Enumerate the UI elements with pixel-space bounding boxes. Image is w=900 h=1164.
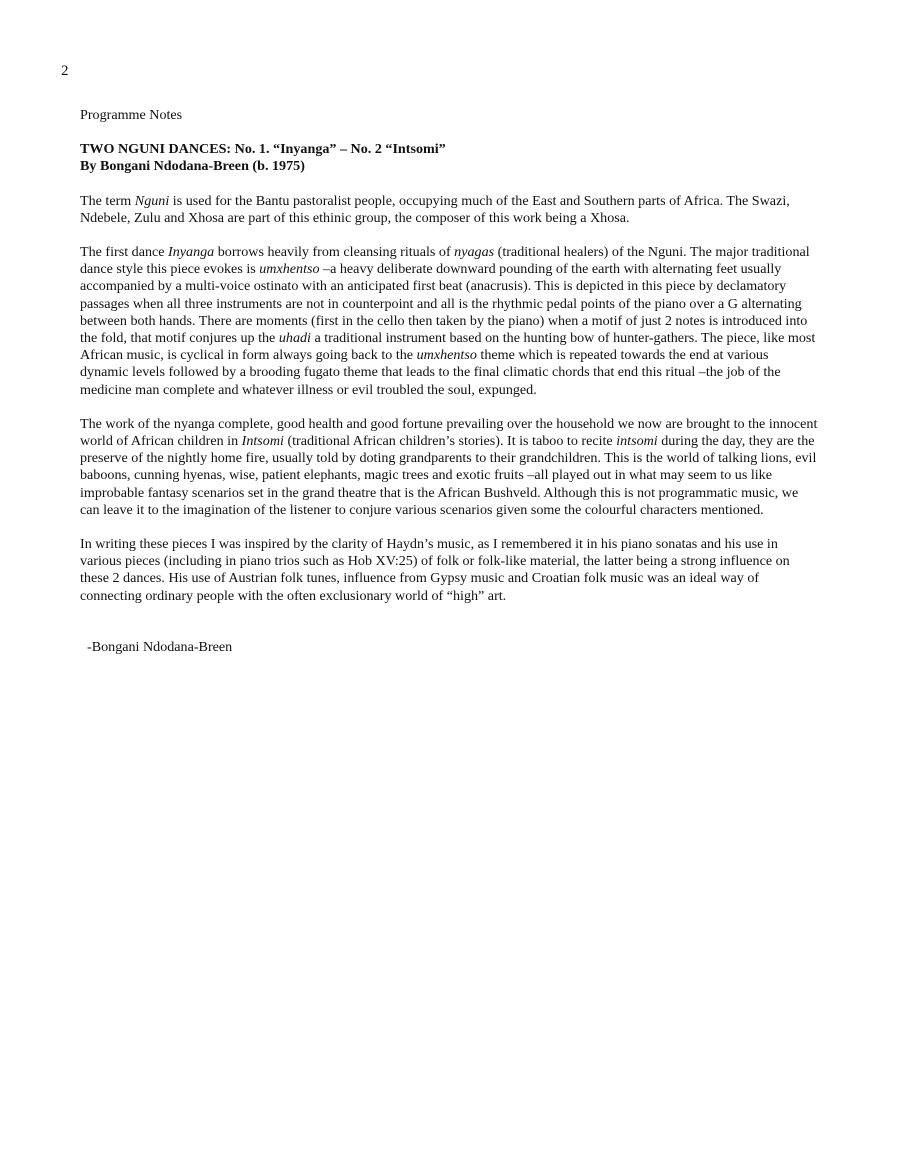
paragraph-intsomi (80, 416, 820, 519)
text-run: during the day, they are the preserve of the nightly home fire, usually told by doting grandparents to their grandchildren. This is the world of talking lions, evil baboons, cunning hyenas, wise, patient elephants, magic trees and exotic fruits –all played out in what may seem to us like improbable fantasy scenarios set in the grand theatre that is the African Bushveld. Although this is not programmatic music, we can leave it to the imagination of the listener to conjure various scenarios given some the colourful characters mentioned. (80, 433, 817, 518)
text-run: is used for the Bantu pastoralist people, occupying much of the East and Southern parts of Africa. The Swazi, Ndebele, Zulu and Xhosa are part of this ethinic group, the composer of this work being a Xhosa. (80, 192, 790, 226)
page-number: 2 (61, 63, 69, 79)
programme-notes (80, 107, 820, 656)
text-run: The work of the nyanga complete, good health and good fortune prevailing over the household we now are brought to the innocent world of African children in (80, 415, 818, 450)
section-label: Programme Notes (80, 107, 183, 123)
composer-line: By Bongani Ndodana-Breen (b. 1975) (80, 158, 305, 175)
signature: -Bongani Ndodana-Breen (87, 638, 233, 655)
text-run: The term (80, 192, 135, 209)
text-run: theme which is repeated towards the end at various dynamic levels followed by a brooding fugato theme that leads to the final climatic chords that end this ritual –the job of the medicine man complete and whatever illness or evil troubled the soul, expunged. (80, 347, 781, 398)
text-run: borrows heavily from cleansing rituals of (214, 244, 455, 261)
text-run: In writing these pieces I was inspired by the clarity of Haydn’s music, as I remembered it in his piano sonatas and his use in various pieces (including in piano trios such as Hob XV:25) of folk or folk-like material, the latter being a strong influence on these 2 dances. His use of Austrian folk tunes, influence from Gypsy music and Croatian folk music was an ideal way of connecting ordinary people with the often exclusionary world of “high” art. (80, 536, 790, 604)
italic-term: uhadi (278, 330, 311, 347)
text-run: The first dance (80, 244, 169, 261)
italic-term: Nguni (134, 192, 170, 209)
work-heading (80, 141, 820, 175)
italic-term: umxhentso (416, 347, 477, 364)
italic-term: Intsomi (241, 433, 284, 450)
italic-term: nyagas (454, 244, 495, 261)
paragraph-haydn (80, 536, 820, 605)
text-run: (traditional African children’s stories). It is taboo to recite (283, 433, 617, 450)
italic-term: Inyanga (168, 244, 215, 261)
text-run: –a heavy deliberate downward pounding of the earth with alternating feet usually accompanied by a multi-voice ostinato with an anticipated first beat (anacrusis). This is depicted in this piece by declamatory passages when all three instruments are not in counterpoint and all is the rhythmic pedal points of the piano over a G alternating between both hands. There are moments (first in the cello then taken by the piano) when a motif of just 2 notes is introduced into the fold, that motif conjures up the (80, 261, 808, 347)
italic-term: intsomi (616, 433, 658, 450)
work-title: TWO NGUNI DANCES: No. 1. “Inyanga” – No. 2 “Intsomi” (80, 141, 446, 158)
text-run: (traditional healers) of the Nguni. The major traditional dance style this piece evokes is (80, 244, 810, 278)
paragraph-inyanga (80, 244, 820, 399)
italic-term: umxhentso (259, 261, 320, 278)
text-run: a traditional instrument based on the hunting bow of hunter-gathers. The piece, like most African music, is cyclical in form always going back to the (80, 330, 816, 364)
paragraph-nguni (80, 193, 820, 227)
